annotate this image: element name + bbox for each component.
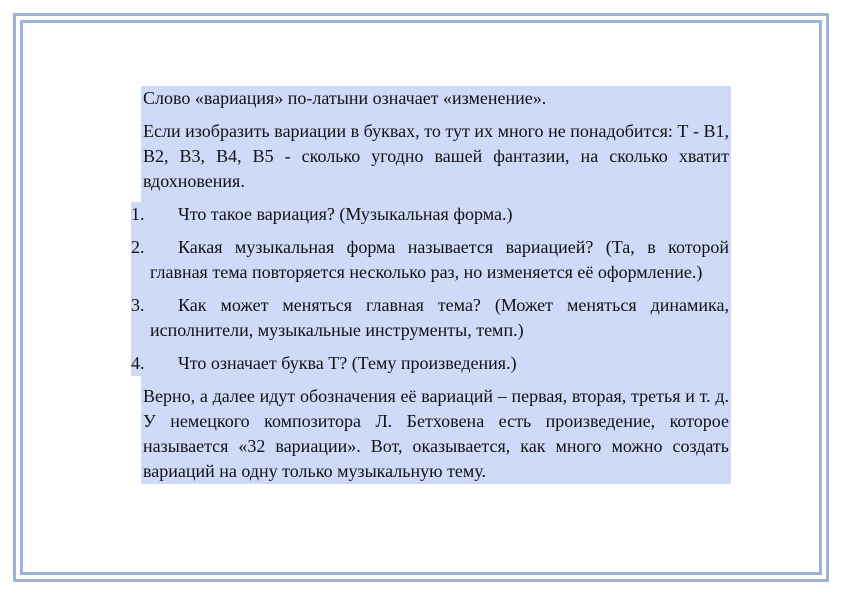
list-item-text: Какая музыкальная форма называется вариацией? (Та, в которой главная тема повторяется несколько раз, но изменяется её оформление.) (150, 237, 729, 282)
slide-content (131, 86, 731, 484)
list-item (131, 202, 731, 227)
list-item-text: Что такое вариация? (Музыкальная форма.) (178, 204, 513, 224)
questions-list (131, 202, 731, 376)
paragraph-gap (141, 376, 731, 384)
paragraph-gap (131, 343, 731, 351)
paragraph-gap (131, 285, 731, 293)
list-item-number: 3. (131, 295, 145, 315)
intro-block (141, 86, 731, 194)
list-item-text: Что означает буква Т? (Тему произведения.) (178, 353, 517, 373)
list-item-number: 4. (131, 353, 145, 373)
letters-paragraph: Если изобразить вариации в буквах, то тут их много не понадобится: Т - В1, В2, В3, В4, В5 - сколько угодно вашей фантазии, на сколько хватит вдохновения. (143, 121, 729, 191)
list-item-number: 2. (131, 237, 145, 257)
list-item-text: Как может меняться главная тема? (Может меняться динамика, исполнители, музыкальные инструменты, темп.) (150, 295, 729, 340)
list-item-number: 1. (131, 204, 145, 224)
paragraph-gap (141, 194, 731, 202)
list-item (131, 293, 731, 343)
list-item (131, 235, 731, 285)
paragraph-gap (131, 227, 731, 235)
conclusion-block (141, 384, 731, 484)
conclusion-paragraph: Верно, а далее идут обозначения её вариаций – первая, вторая, третья и т. д. У немецкого композитора Л. Бетховена есть произведение, которое называется «32 вариации». Вот, оказывается, как много можно создать вариаций на одну только музыкальную тему. (143, 386, 729, 481)
paragraph-gap (143, 111, 729, 119)
list-item (131, 351, 731, 376)
intro-paragraph: Слово «вариация» по-латыни означает «изменение». (143, 88, 547, 108)
